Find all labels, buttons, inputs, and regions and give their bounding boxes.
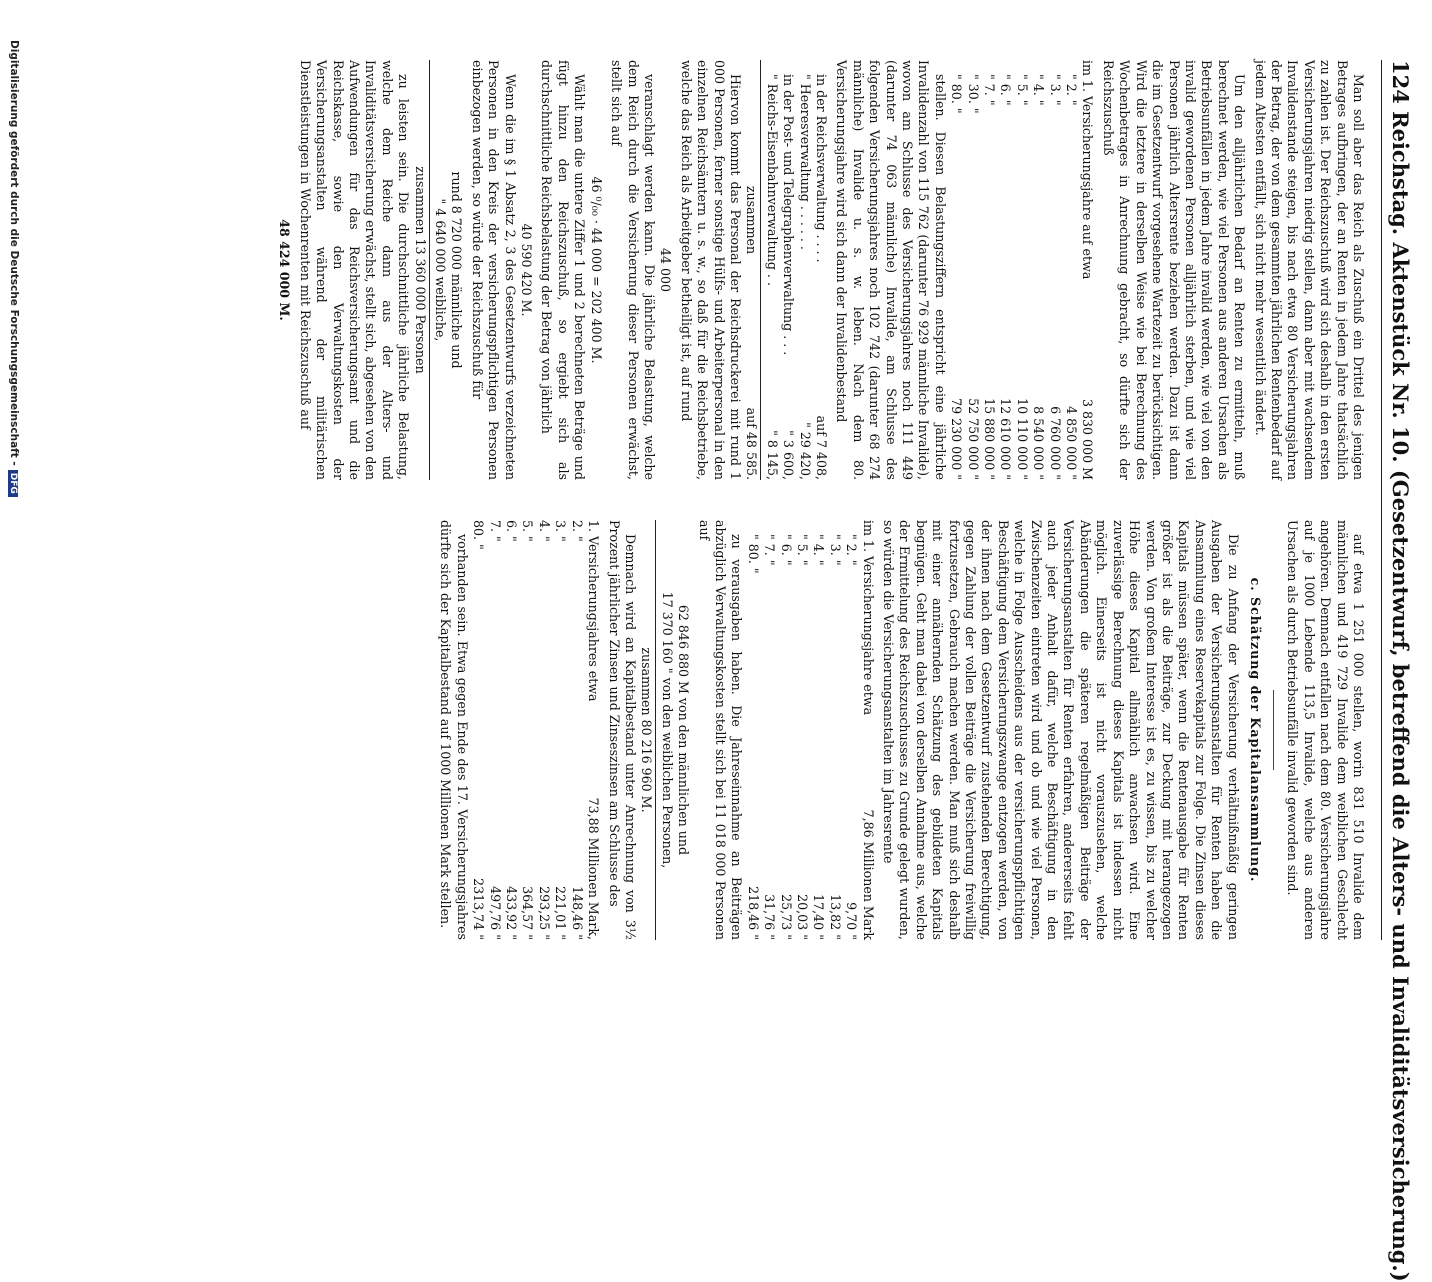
table-row: im 1. Versicherungsjahre auf etwa 3 830 000 M — [1080, 60, 1096, 480]
centered-value: 48 424 000 M. — [277, 219, 293, 321]
centered-value: rund 8 720 000 männliche und — [449, 171, 465, 369]
table-row: " 4. " 8 540 000 " — [1031, 74, 1047, 480]
paragraph: Wählt man die untere Ziffer 1 und 2 berechneten Beträge und fügt hinzu den Reichszuschuß, so ergiebt sich als durchschnittliche Reichsbelastung der Betrag von jährlich — [539, 60, 588, 480]
table-row: " 6. " 12 610 000 " — [998, 74, 1014, 480]
table — [470, 520, 601, 940]
table-row: zusammen auf 48 585. — [743, 60, 761, 480]
table-row: " 5. " 10 110 000 " — [1014, 74, 1030, 480]
paragraph: zu verausgaben haben. Die Jahreseinnahme an Beiträgen abzüglich Verwaltungskosten stellt sich bei 11 018 000 Personen auf — [696, 520, 745, 940]
table-row: " 6. " 25,73 " — [778, 534, 794, 940]
centered-value: zusammen 80 216 960 M. — [638, 520, 656, 940]
table-row: in der Post- und Telegraphenverwaltung . . . " 3 600, — [781, 74, 797, 480]
table-row: " Reichs-Eisenbahnverwaltung . . " 8 145, — [764, 74, 780, 480]
paragraph: Um den alljährlichen Bedarf an Renten zu ermitteln, muß berechnet werden, wie viel Personen aus anderen Ursachen als Betriebsunfällen in jedem Jahre invalid werden, wie viel von den invalid gewordenen Personen alljährlich sterben, und wie viel Personen jährlich Altersrente beziehen werden. Dazu ist dann die im Gesetzentwurf vorgesehene Wartezeit zu berücksichtigen. Wird die letztere in derselben Weise wie bei Berechnung des Wochenbetrages in Anrechnung gebracht, so dürfte sich der Reichszuschuß — [1100, 60, 1248, 480]
table-row: 1. Versicherungsjahres etwa 73,88 Millionen Mark, — [586, 520, 602, 940]
table — [743, 60, 829, 480]
section-heading: c. Schätzung der Kapitalansammlung. — [1247, 577, 1263, 883]
table-row: " 3. " 13,82 " — [827, 534, 843, 940]
paragraph: Demnach wird an Kapitalbestand unter Anrechnung von 3½ Prozent jährlicher Zinsen und Zinseszinsen am Schlusse des — [606, 520, 638, 940]
table-row: " 80. " 79 230 000 " — [949, 74, 965, 480]
page-header: 124 Reichstag. Aktenstück Nr. 10. (Gesetzentwurf, betreffend die Alters- und Invaliditätsversicherung.) — [1381, 60, 1418, 940]
divider — [1273, 690, 1274, 770]
centered-value: 40 590 420 M. — [519, 223, 535, 317]
paragraph: auf etwa 1 251 000 stellen, worin 831 510 Invalide dem männlichen und 419 729 Invalide dem weiblichen Geschlecht angehören. Demnach entfallen nach dem 80. Versicherungsjahre auf je 1000 Lebende 113,5 Invalide, welche aus anderen Ursachen als durch Betriebsunfälle invalid geworden sind. — [1285, 520, 1366, 940]
table-row: " Heeresverwaltung . . . . . . " 29 420, — [797, 74, 813, 480]
table-row: " 4. " 17,40 " — [811, 534, 827, 940]
paragraph: Man soll aber das Reich als Zuschuß ein Drittel des jenigen Betrages aufbringen, der an Renten in jedem Jahre thatsächlich zu zahlen ist. Der Reichszuschuß wird sich deshalb in den ersten Versicherungsjahren niedrig stellen, dann aber mit wachsendem Invalidenstande steigen, bis nach etwa 80 Versicherungsjahren der Betrag, der von dem gesammten jährlichen Rentenbedarf auf jedem Altesten entfällt, sich nicht mehr wesentlich ändert. — [1252, 60, 1366, 480]
table-row: 5. " 364,57 " — [520, 520, 536, 940]
table-row: 2. " 148,46 " — [569, 520, 585, 940]
table-row: 80. " 2313,74 " — [471, 520, 487, 940]
table-row: 7. " 497,76 " — [487, 520, 503, 940]
left-column — [276, 60, 1366, 480]
paragraph: Hiervon kommt das Personal der Reichsdruckerei mit rund 1 000 Personen, ferner sonstige Hülfs- und Arbeiterpersonal in den einzelnen Reichsämtern u. s. w., so daß für die Reichsbetriebe, welche das Reich als Arbeitgeber betheiligt ist, auf rund — [678, 60, 743, 480]
table-row: " 2. " 9,70 " — [844, 534, 860, 940]
table-row: " 2. " 4 850 000 " — [1064, 74, 1080, 480]
paragraph: stellen. Diesen Belastungsziffern entspricht eine jährliche Invalidenzahl von 115 762 (darunter 76 929 männliche Invalide), wovon am Schlusse des Versicherungsjahres noch 111 449 (darunter 74 063 männliche) Invalide, am Schlusse des folgenden Versicherungsjahres noch 102 742 (darunter 68 274 männliche) Invalide u. s. w. leben. Nach dem 80. Versicherungsjahre wird sich dann der Invalidenbestand — [834, 60, 948, 480]
centered-value: 17 370 160 " von den weiblichen Personen, — [659, 591, 675, 869]
centered-value: 46 ⁰/₀₀ · 44 000 = 202 400 M. — [588, 176, 604, 364]
table-row: 3. " 221,01 " — [553, 520, 569, 940]
table-row: 6. " 433,92 " — [504, 520, 520, 940]
table — [948, 60, 1096, 480]
table — [744, 520, 875, 940]
table-row: in der Reichsverwaltung . . . . auf 7 408, — [814, 74, 829, 480]
centered-value: 44 000 — [658, 247, 674, 293]
paragraph: Wenn die im § 1 Absatz 2, 3 des Gesetzentwurfs verzeichneten Personen in den Kreis der versicherungspflichtigen Personen einbezogen werden, so würde der Reichszuschuß für — [469, 60, 518, 480]
digitization-credit: Digitalisierung gefördert durch die Deutsche Forschungsgemeinschaft -DFG — [8, 40, 20, 497]
table-row: " 7. " 15 880 000 " — [982, 74, 998, 480]
paragraph: vorhanden sein. Etwa gegen Ende des 17. Versicherungsjahres dürfte sich der Kapitalbestand auf 1000 Millionen Mark stellen. — [438, 520, 470, 940]
paragraph: zu leisten sein. Die durchschnittliche jährliche Belastung, welche dem Reiche dann aus der Alters- und Invaliditätsversicherung erwächst, stellt sich, abgesehen von den Aufwendungen für das Reichsversicherungsamt und die Reichskasse, sowie den Verwaltungskosten der Versicherungsanstalten während der militärischen Dienstleistungen in Wochenrenten mit Reichszuschuß auf — [297, 60, 412, 480]
table-row: " 5. " 20,03 " — [795, 534, 810, 940]
paragraph: veranschlagt werden kann. Die jährliche Belastung, welche dem Reich durch die Versicherung dieser Personen erwächst, stellt sich auf — [609, 60, 657, 480]
centered-value: " 4 640 000 weibliche, — [433, 198, 449, 342]
right-column — [433, 520, 1366, 940]
centered-value: zusammen 13 360 000 Personen — [411, 60, 429, 480]
centered-value: 62 846 880 M von den männlichen und — [676, 604, 692, 856]
paragraph: Die zu Anfang der Versicherung verhältnißmäßig geringen Ausgaben der Versicherungsanstalten für Renten haben die Ansammlung eines Reservekapitals zur Folge. Die Zinsen dieses Kapitals müssen später, wenn die Rentenausgabe für Renten größer ist als die Beiträge, zur Deckung mit herangezogen werden. Von großem Interesse ist es, zu wissen, bis zu welcher Höhe dieses Kapital allmählich anwachsen wird. Eine zuverlässige Berechnung dieses Kapitals ist indessen nicht möglich. Einerseits ist nicht vorauszusehen, welche Abänderungen die späteren regelmäßigen Beiträge der Versicherungsanstalten für Renten erfahren, andererseits fehlt auch jeder Anhalt dafür, welche Beschäftigung in den Zwischenzeiten eintreten wird und ob und wie viel Personen, welche in Folge Ausscheidens aus der versicherungspflichtigen Beschäftigung dem Versicherungszwange entzogen werden, von der ihnen nach dem Gesetzentwurf zustehenden Berechtigung, gegen Zahlung der vollen Beiträge die Versicherung freiwillig fortzusetzen, Gebrauch machen werden. Man muß sich deshalb mit einer annähernden Schätzung des gebildeten Kapitals begnügen. Geht man dabei von derselben Annahme aus, welche der Ermittelung des Reichszuschusses zu Grunde gelegt wurden, so würden die Versicherungsanstalten im Jahresrente — [881, 520, 1241, 940]
dfg-logo: DFG — [8, 470, 18, 497]
table-row: " 80. " 218,46 " — [745, 534, 761, 940]
table-row: " 7. " 31,76 " — [762, 534, 778, 940]
table-row: 4. " 293,25 " — [536, 520, 552, 940]
table-row: im 1. Versicherungsjahre etwa 7,86 Millionen Mark — [860, 520, 876, 940]
table-row: " 30. " 52 750 000 " — [965, 74, 981, 480]
table-row: " 3. " 6 760 000 " — [1047, 74, 1063, 480]
